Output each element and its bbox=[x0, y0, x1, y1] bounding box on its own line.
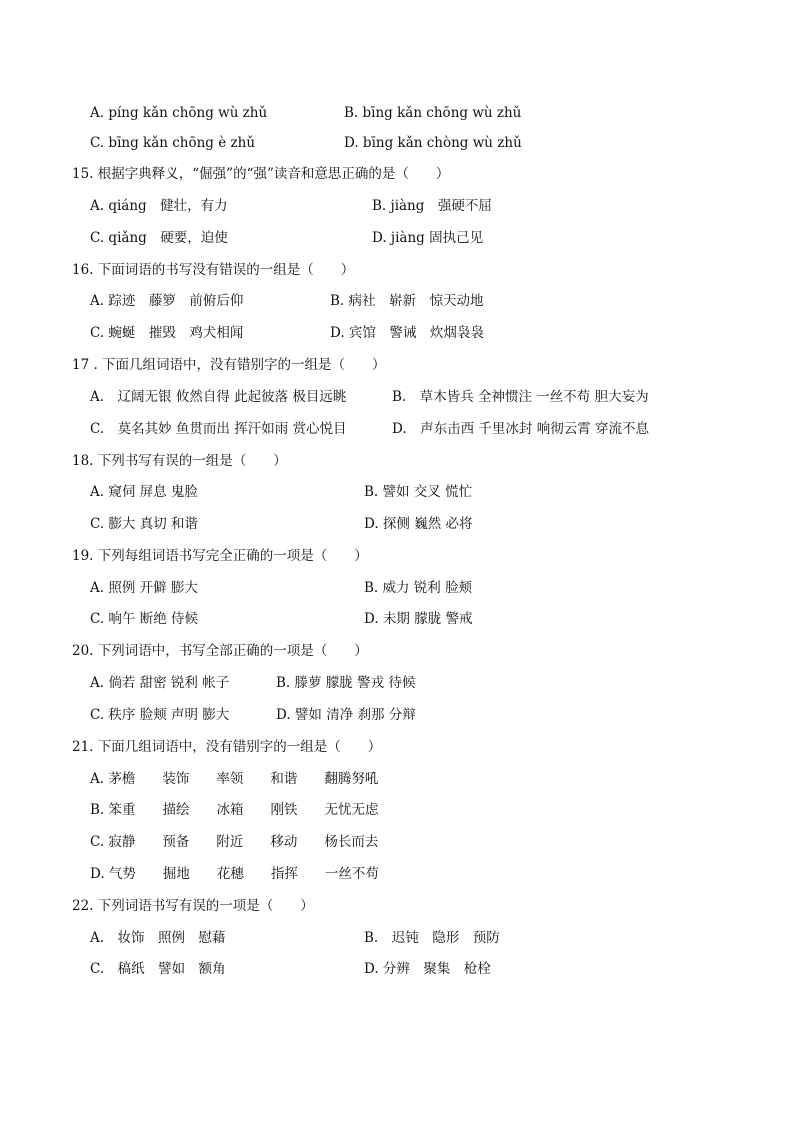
q19-stem: 19. 下列每组词语书写完全正确的一项是（ ） bbox=[72, 548, 368, 564]
q18-option-c: C. 膨大 真切 和谐 bbox=[90, 516, 199, 532]
q20-options-row-2 bbox=[90, 706, 770, 724]
q16-option-c: C. 蜿蜒 摧毁 鸡犬相闻 bbox=[90, 325, 244, 341]
q19-option-a: A. 照例 开僻 膨大 bbox=[90, 580, 198, 596]
q19-option-b: B. 威力 锐利 脸颊 bbox=[364, 580, 473, 596]
q14-option-c: C. bīng kǎn chōng è zhǔ bbox=[90, 135, 256, 151]
q18-option-a: A. 窥伺 屏息 鬼脸 bbox=[90, 484, 198, 500]
q16-option-a: A. 踪迹 藤箩 前俯后仰 bbox=[90, 293, 244, 309]
q17-option-c: C. 莫名其妙 鱼贯而出 挥汗如雨 赏心悦目 bbox=[90, 421, 347, 437]
q20-option-b: B. 滕萝 朦胧 警戎 待候 bbox=[276, 675, 416, 691]
q21-option-a: A. 茅檐 装饰 率领 和谐 翻腾努吼 bbox=[90, 771, 379, 787]
q19-options-row-2 bbox=[90, 610, 770, 628]
q17-options-row-2 bbox=[90, 420, 770, 438]
q17-option-a: A. 辽阔无银 攸然自得 此起彼落 极目远眺 bbox=[90, 389, 347, 405]
q22-option-c: C. 稿纸 譬如 额角 bbox=[90, 961, 226, 977]
q15-option-a: A. qiáng 健壮，有力 bbox=[90, 198, 228, 214]
q21-stem: 21. 下面几组词语中，没有错别字的一组是（ ） bbox=[72, 739, 382, 755]
q18-option-b: B. 譬如 交叉 慌忙 bbox=[364, 484, 473, 500]
q19-options-row-1 bbox=[90, 579, 770, 597]
q22-option-a: A. 妆饰 照例 慰藉 bbox=[90, 930, 226, 946]
q16-options-row-2 bbox=[90, 324, 770, 342]
q20-options-row-1 bbox=[90, 674, 770, 692]
q20-option-a: A. 倘若 甜密 锐利 帐子 bbox=[90, 675, 230, 691]
q22-option-b: B. 迟钝 隐形 预防 bbox=[364, 930, 500, 946]
q21-option-c: C. 寂静 预备 附近 移动 杨长而去 bbox=[90, 834, 379, 850]
q17-option-b: B. 草木皆兵 全神惯注 一丝不苟 胆大妄为 bbox=[392, 389, 649, 405]
q17-stem: 17 . 下面几组词语中，没有错别字的一组是（ ） bbox=[72, 357, 386, 373]
q20-option-c: C. 秩序 脸颊 声明 膨大 bbox=[90, 707, 230, 723]
q14-option-b: B. bīng kǎn chōng wù zhǔ bbox=[344, 105, 522, 121]
q18-stem: 18. 下列书写有误的一组是（ ） bbox=[72, 453, 287, 469]
q16-option-b: B. 病社 崭新 惊天动地 bbox=[330, 293, 484, 309]
q16-options-row-1 bbox=[90, 292, 770, 310]
q14-options-row-1 bbox=[90, 104, 770, 122]
q15-option-c: C. qiǎng 硬要，迫使 bbox=[90, 230, 228, 246]
q20-stem: 20. 下列词语中，书写全部正确的一项是（ ） bbox=[72, 643, 368, 659]
q17-option-d: D. 声东击西 千里冰封 响彻云霄 穿流不息 bbox=[392, 421, 650, 437]
q22-stem: 22. 下列词语书写有误的一项是（ ） bbox=[72, 898, 314, 914]
q21-option-d: D. 气势 掘地 花穗 指挥 一丝不苟 bbox=[90, 866, 379, 882]
q18-options-row-1 bbox=[90, 483, 770, 501]
q17-options-row-1 bbox=[90, 388, 770, 406]
q14-options-row-2 bbox=[90, 134, 770, 152]
q15-options-row-2 bbox=[90, 229, 770, 247]
q15-option-b: B. jiàng 强硬不屈 bbox=[372, 198, 492, 214]
q15-stem: 15. 根据字典释义，“倔强”的“强”读音和意思正确的是（ ） bbox=[72, 166, 450, 182]
q21-option-b: B. 笨重 描绘 冰箱 刚铁 无忧无虑 bbox=[90, 802, 379, 818]
q18-options-row-2 bbox=[90, 515, 770, 533]
q20-option-d: D. 譬如 清净 刹那 分辩 bbox=[276, 707, 416, 723]
q16-stem: 16. 下面词语的书写没有错误的一组是（ ） bbox=[72, 262, 355, 278]
q16-option-d: D. 宾馆 警诫 炊烟袅袅 bbox=[330, 325, 484, 341]
q19-option-c: C. 响午 断绝 侍候 bbox=[90, 611, 199, 627]
q22-options-row-1 bbox=[90, 929, 770, 947]
q22-option-d: D. 分辨 聚集 枪栓 bbox=[364, 961, 491, 977]
q14-option-a: A. píng kǎn chōng wù zhǔ bbox=[90, 105, 268, 121]
q14-option-d: D. bīng kǎn chòng wù zhǔ bbox=[344, 135, 522, 151]
q18-option-d: D. 探侧 巍然 必将 bbox=[364, 516, 473, 532]
q15-options-row-1 bbox=[90, 197, 770, 215]
q15-option-d: D. jiàng 固执己见 bbox=[372, 230, 484, 246]
q19-option-d: D. 未期 朦胧 警戒 bbox=[364, 611, 473, 627]
q22-options-row-2 bbox=[90, 960, 770, 978]
